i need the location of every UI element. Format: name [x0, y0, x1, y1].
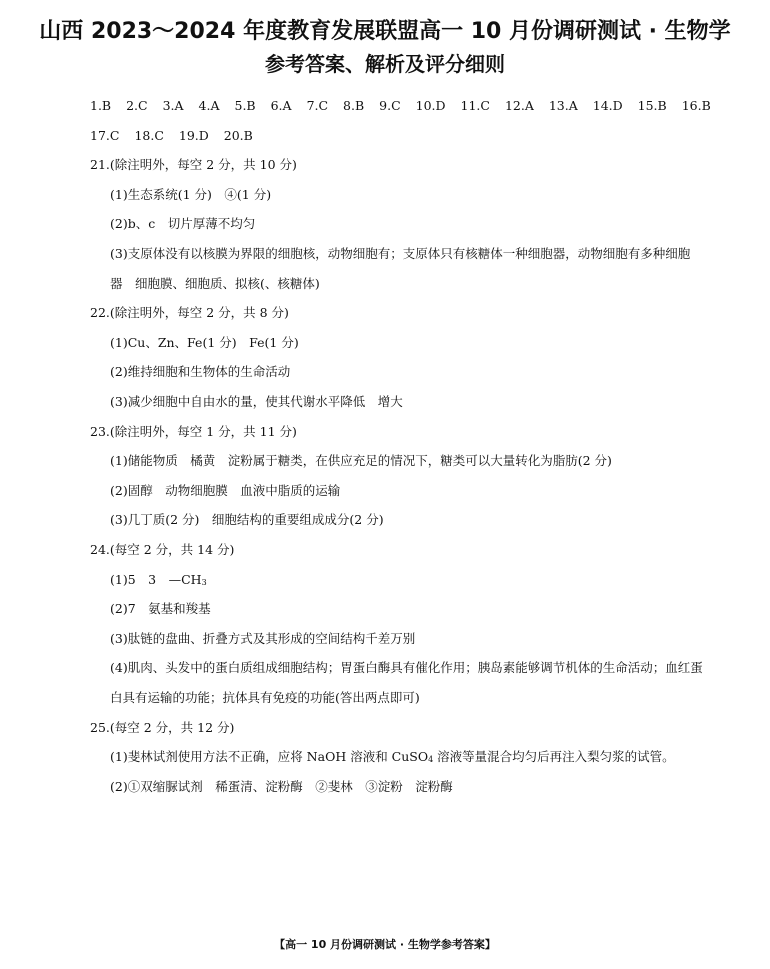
subscript: 4 — [428, 755, 434, 764]
mc-answer: 14.D — [592, 98, 623, 113]
mc-answer: 6.A — [270, 98, 292, 113]
q21-answer-3-line-2: 器 细胞膜、细胞质、拟核(、核糖体) — [110, 276, 320, 291]
mc-answer: 18.C — [134, 128, 164, 143]
mc-answer: 9.C — [379, 98, 401, 113]
mc-answer: 15.B — [637, 98, 667, 113]
q22-answer-1: (1)Cu、Zn、Fe(1 分) Fe(1 分) — [110, 335, 299, 350]
q25-answer-1-text: (1)斐林试剂使用方法不正确，应将 NaOH 溶液和 CuSO — [110, 749, 429, 764]
q21-answer-3-line-1: (3)支原体没有以核膜为界限的细胞核，动物细胞有；支原体只有核糖体一种细胞器，动物细胞有多种细胞 — [110, 246, 691, 261]
q24-answer-1 — [110, 572, 207, 591]
mc-answer: 7.C — [306, 98, 329, 113]
q21-answer-1: (1)生态系统(1 分) ④(1 分) — [110, 187, 272, 202]
mc-answer: 10.D — [415, 98, 446, 113]
q24-heading: 24.(每空 2 分，共 14 分) — [90, 542, 235, 557]
q22-answer-2: (2)维持细胞和生物体的生命活动 — [110, 364, 291, 379]
q24-answer-3: (3)肽链的盘曲、折叠方式及其形成的空间结构千差万别 — [110, 631, 416, 646]
mc-answer: 12.A — [504, 98, 534, 113]
q22-answer-3: (3)减少细胞中自由水的量，使其代谢水平降低 增大 — [110, 394, 403, 409]
mc-answer: 17.C — [90, 128, 120, 143]
document-subtitle: 参考答案、解析及评分细则 — [265, 52, 505, 76]
q23-heading: 23.(除注明外，每空 1 分，共 11 分) — [90, 424, 297, 439]
q25-answer-1-text-end: 溶液等量混合均匀后再注入梨匀浆的试管。 — [433, 749, 675, 764]
mc-answer: 19.D — [178, 128, 209, 143]
q23-answer-3: (3)几丁质(2 分) 细胞结构的重要组成成分(2 分) — [110, 512, 384, 527]
mc-answer: 5.B — [234, 98, 256, 113]
mc-answer: 3.A — [162, 98, 184, 113]
q23-answer-1: (1)储能物质 橘黄 淀粉属于糖类，在供应充足的情况下，糖类可以大量转化为脂肪(2 分) — [110, 453, 612, 468]
mc-answer: 16.B — [681, 98, 711, 113]
q21-answer-2: (2)b、c 切片厚薄不均匀 — [110, 216, 256, 231]
document-title: 山西 2023～2024 年度教育发展联盟高一 10 月份调研测试 · 生物学 — [39, 19, 731, 44]
mc-answer: 4.A — [198, 98, 220, 113]
mc-answer: 11.C — [460, 98, 490, 113]
q21-heading: 21.(除注明外，每空 2 分，共 10 分) — [90, 157, 297, 172]
mc-answers-row-2 — [90, 128, 264, 144]
q24-answer-4-line-1: (4)肌肉、头发中的蛋白质组成细胞结构；胃蛋白酶具有催化作用；胰岛素能够调节机体的生命活动；血红蛋 — [110, 660, 703, 675]
subscript: 3 — [201, 578, 207, 587]
mc-answer: 8.B — [343, 98, 365, 113]
q24-answer-1-text: (1)5 3 —CH — [110, 572, 202, 587]
mc-answer: 2.C — [126, 98, 148, 113]
mc-answers-row-1 — [90, 98, 722, 114]
q23-answer-2: (2)固醇 动物细胞膜 血液中脂质的运输 — [110, 483, 341, 498]
mc-answer: 20.B — [223, 128, 253, 143]
q22-heading: 22.(除注明外，每空 2 分，共 8 分) — [90, 305, 289, 320]
q25-answer-2: (2)①双缩脲试剂 稀蛋清、淀粉酶 ②斐林 ③淀粉 淀粉酶 — [110, 779, 453, 794]
mc-answer: 1.B — [90, 98, 112, 113]
q24-answer-2: (2)7 氨基和羧基 — [110, 601, 211, 616]
q25-heading: 25.(每空 2 分，共 12 分) — [90, 720, 235, 735]
mc-answer: 13.A — [548, 98, 578, 113]
q25-answer-1 — [110, 749, 675, 768]
page-footer: 【高一 10 月份调研测试 · 生物学参考答案】 — [274, 938, 496, 951]
q24-answer-4-line-2: 白具有运输的功能；抗体具有免疫的功能(答出两点即可) — [110, 690, 420, 705]
